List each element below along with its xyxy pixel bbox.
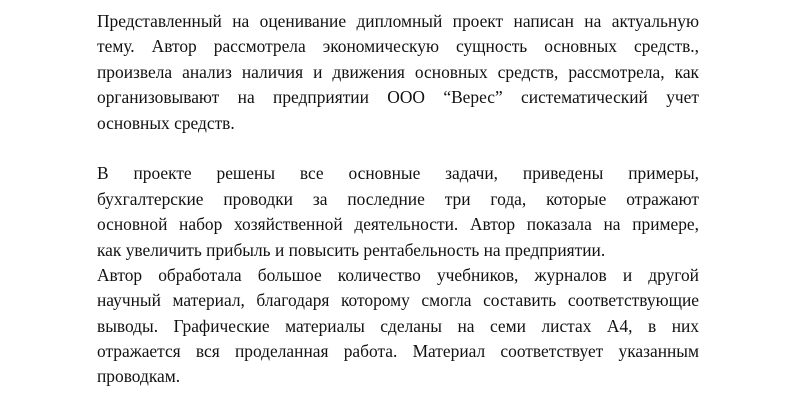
paragraph-spacer [97, 136, 699, 161]
text-line: тему. Автор рассмотрела экономическую сущность основных средств., [97, 36, 699, 57]
paragraph-1 [97, 9, 699, 136]
document-page [97, 9, 699, 390]
text-line: проводкам. [97, 366, 181, 387]
text-line: бухгалтерские проводки за последние три года, которые отражают [97, 188, 699, 209]
text-line: Представленный на оценивание дипломный проект написан на актуальную [97, 11, 699, 31]
text-line: отражается вся проделанная работа. Материал соответствует указанным [97, 341, 699, 362]
text-line: как увеличить прибыль и повысить рентабельность на предприятии. [97, 239, 606, 260]
paragraph-2 [97, 161, 699, 390]
text-line: основной набор хозяйственной деятельности. Автор показала на примере, [97, 214, 699, 235]
text-line: Автор обработала большое количество учебников, журналов и другой [97, 264, 699, 285]
text-line: В проекте решены все основные задачи, приведены примеры, [97, 163, 699, 184]
text-line: выводы. Графические материалы сделаны на семи листах А4, в них [97, 315, 699, 336]
text-line: основных средств. [97, 112, 235, 133]
text-line: организовывают на предприятии ООО “Верес” систематический учет [97, 87, 699, 108]
text-line: произвела анализ наличия и движения основных средств, рассмотрела, как [97, 61, 699, 82]
text-line: научный материал, благодаря которому смогла составить соответствующие [97, 290, 699, 311]
